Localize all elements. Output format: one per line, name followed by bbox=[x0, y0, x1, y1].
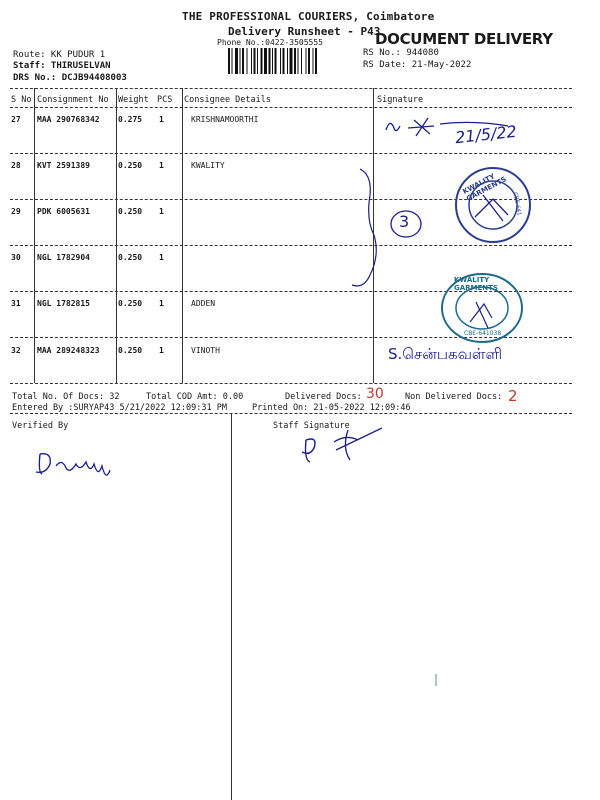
kwality-garments-stamp bbox=[440, 272, 524, 344]
non-delivered-docs-label: Non Delivered Docs: bbox=[405, 392, 503, 402]
route-label: Route: KK PUDUR 1 bbox=[13, 50, 106, 60]
row-consignment: KVT 2591389 bbox=[37, 161, 90, 170]
row-pcs: 1 bbox=[159, 253, 164, 262]
rs-date: RS Date: 21-May-2022 bbox=[363, 60, 472, 70]
row-weight: 0.275 bbox=[118, 115, 143, 124]
stamp-code: CBE-641038 bbox=[464, 330, 502, 337]
row-consignee: KWALITY bbox=[191, 161, 225, 170]
table-top-rule bbox=[10, 88, 572, 89]
footer-divider bbox=[231, 413, 232, 800]
col-header-sno: S No bbox=[11, 95, 32, 105]
stamp-text: KWALITY GARMENTS bbox=[454, 276, 498, 292]
entered-by: Entered By :SURYAP43 5/21/2022 12:09:31 PM bbox=[12, 403, 227, 413]
phone-number: Phone No.:0422-3505555 bbox=[217, 38, 323, 47]
row32-signature-handwritten: S.சென்பகவள்ளி bbox=[388, 345, 503, 363]
runsheet-title: Delivery Runsheet - P43 bbox=[228, 25, 381, 38]
row-consignment: MAA 290768342 bbox=[37, 115, 100, 124]
col-divider bbox=[34, 88, 35, 383]
row-consignment: NGL 1782815 bbox=[37, 299, 90, 308]
row-sno: 28 bbox=[11, 161, 21, 170]
row27-date-handwritten: 21/5/22 bbox=[454, 121, 518, 148]
row-sno: 27 bbox=[11, 115, 21, 124]
printed-on: Printed On: 21-05-2022 12:09:46 bbox=[252, 403, 411, 413]
total-docs: Total No. Of Docs: 32 bbox=[12, 392, 120, 402]
row-sno: 29 bbox=[11, 207, 21, 216]
row-pcs: 1 bbox=[159, 115, 164, 124]
staff-label: Staff: THIRUSELVAN bbox=[13, 61, 111, 71]
row-weight: 0.250 bbox=[118, 253, 143, 262]
row-pcs: 1 bbox=[159, 161, 164, 170]
footer-rule bbox=[10, 413, 572, 414]
row-consignment: NGL 1782904 bbox=[37, 253, 90, 262]
row-consignment: PDK 6005631 bbox=[37, 207, 90, 216]
col-divider bbox=[182, 88, 183, 383]
bracket-scribble bbox=[340, 165, 390, 295]
drs-number: DRS No.: DCJB94408003 bbox=[13, 73, 127, 83]
non-delivered-docs-handwritten: 2 bbox=[508, 387, 518, 405]
row-consignment: MAA 289248323 bbox=[37, 346, 100, 355]
staff-signature bbox=[296, 420, 386, 470]
delivered-docs-label: Delivered Docs: bbox=[285, 392, 362, 402]
col-header-signature: Signature bbox=[377, 95, 424, 105]
row-weight: 0.250 bbox=[118, 346, 143, 355]
row-consignee: KRISHNAMOORTHI bbox=[191, 115, 259, 124]
row-rule bbox=[10, 153, 572, 154]
row-pcs: 1 bbox=[159, 207, 164, 216]
stamp-text: KWALITY GARMENTS bbox=[461, 172, 508, 203]
document-delivery-label: DOCUMENT DELIVERY bbox=[375, 30, 553, 48]
row-weight: 0.250 bbox=[118, 299, 143, 308]
verifier-signature bbox=[32, 444, 122, 484]
total-cod-amount: Total COD Amt: 0.00 bbox=[146, 392, 244, 402]
row-pcs: 1 bbox=[159, 346, 164, 355]
col-header-consignment: Consignment No bbox=[37, 95, 109, 105]
row-sno: 31 bbox=[11, 299, 21, 308]
stamp-code: CBE-641 bbox=[511, 191, 522, 217]
company-title: THE PROFESSIONAL COURIERS, Coimbatore bbox=[182, 10, 435, 23]
delivered-docs-handwritten: 30 bbox=[366, 386, 384, 402]
table-bottom-rule bbox=[10, 383, 572, 384]
staff-signature-label: Staff Signature bbox=[273, 421, 350, 431]
row-pcs: 1 bbox=[159, 299, 164, 308]
row-weight: 0.250 bbox=[118, 161, 143, 170]
kwality-garments-stamp bbox=[453, 165, 533, 245]
row-consignee: VINOTH bbox=[191, 346, 220, 355]
col-header-weight: Weight bbox=[118, 95, 149, 105]
row-sno: 32 bbox=[11, 346, 21, 355]
row-consignee: ADDEN bbox=[191, 299, 216, 308]
verified-by-label: Verified By bbox=[12, 421, 69, 431]
row29-number-handwritten: 3 bbox=[399, 212, 410, 231]
rs-number: RS No.: 944080 bbox=[363, 48, 439, 58]
col-divider bbox=[116, 88, 117, 383]
row-sno: 30 bbox=[11, 253, 21, 262]
stray-mark bbox=[432, 672, 440, 688]
col-header-consignee: Consignee Details bbox=[184, 95, 271, 105]
row-rule bbox=[10, 245, 572, 246]
row-weight: 0.250 bbox=[118, 207, 143, 216]
col-header-pcs: PCS bbox=[157, 95, 173, 105]
barcode-image bbox=[228, 48, 353, 74]
